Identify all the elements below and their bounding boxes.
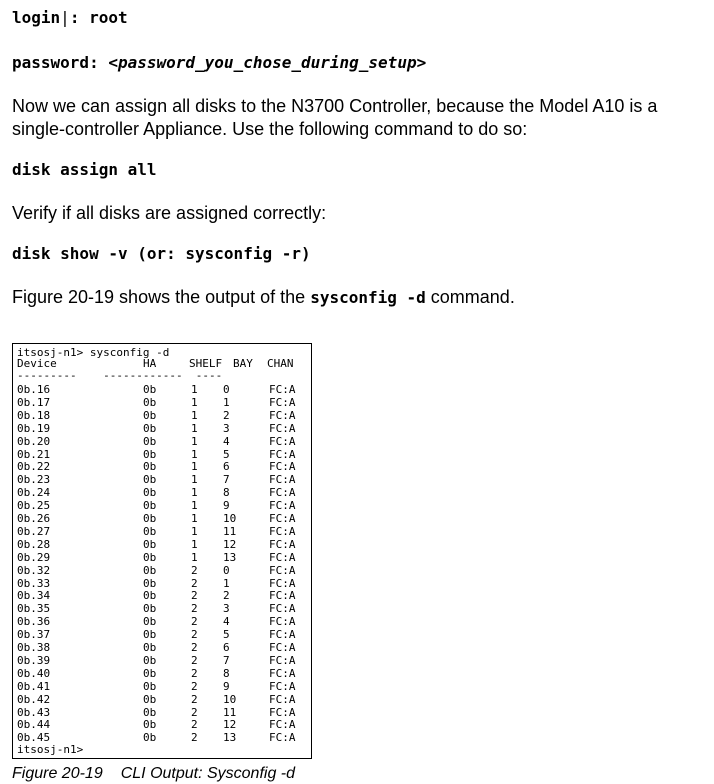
cell-ha: 0b (143, 512, 157, 525)
cell-ha: 0b (143, 537, 157, 551)
device-row (13, 629, 309, 642)
cell-shelf: 1 (191, 434, 198, 448)
cell-bay: 13 (223, 550, 237, 564)
caption-number: Figure 20-19 (12, 765, 103, 782)
device-row (13, 487, 309, 500)
cell-shelf: 1 (191, 395, 198, 409)
cell-device: 0b.26 (17, 512, 51, 525)
cell-chan: FC:A (269, 641, 296, 654)
cell-device: 0b.20 (17, 434, 51, 448)
cell-chan: FC:A (269, 512, 296, 525)
cell-device: 0b.43 (17, 705, 51, 719)
cell-chan: FC:A (269, 383, 296, 396)
cell-bay: 12 (223, 537, 237, 551)
cell-shelf: 1 (191, 460, 198, 474)
device-row (13, 681, 309, 694)
cell-ha: 0b (143, 447, 157, 461)
cell-chan: FC:A (269, 486, 296, 500)
cell-bay: 11 (223, 524, 237, 538)
caption-title: CLI Output: Sysconfig -d (120, 765, 296, 782)
cell-chan: FC:A (269, 705, 296, 719)
cell-chan: FC:A (269, 460, 296, 474)
cell-chan: FC:A (269, 666, 296, 680)
device-row (13, 668, 309, 681)
cell-shelf: 1 (191, 408, 198, 422)
cell-device: 0b.41 (17, 679, 51, 693)
login-line (12, 8, 128, 27)
cell-ha: 0b (143, 692, 157, 706)
cell-ha: 0b (143, 705, 157, 719)
cell-shelf: 1 (191, 447, 198, 461)
device-row (13, 616, 309, 629)
cell-chan: FC:A (269, 679, 296, 693)
cell-ha: 0b (143, 679, 157, 693)
cell-shelf: 1 (191, 537, 198, 551)
cell-chan: FC:A (269, 576, 296, 590)
cell-chan: FC:A (269, 731, 296, 745)
cell-shelf: 2 (191, 679, 198, 693)
cell-chan: FC:A (269, 408, 296, 422)
cell-chan: FC:A (269, 628, 296, 642)
cell-shelf: 1 (191, 486, 198, 500)
cell-chan: FC:A (269, 653, 296, 667)
cell-device: 0b.21 (17, 447, 51, 461)
cell-bay: 9 (223, 679, 230, 693)
cell-bay: 2 (223, 408, 230, 422)
cell-bay: 4 (223, 434, 230, 448)
cell-chan: FC:A (269, 421, 296, 435)
cell-ha: 0b (143, 486, 157, 500)
device-row (13, 410, 309, 423)
paragraph-figure-ref (12, 286, 712, 309)
cell-shelf: 1 (191, 512, 198, 525)
cell-ha: 0b (143, 383, 157, 396)
cell-ha: 0b (143, 602, 157, 616)
cell-bay: 9 (223, 499, 230, 513)
cell-shelf: 2 (191, 705, 198, 719)
cell-device: 0b.34 (17, 589, 51, 603)
cell-device: 0b.36 (17, 615, 51, 629)
device-row (13, 513, 309, 526)
cell-ha: 0b (143, 718, 157, 732)
cell-device: 0b.32 (17, 563, 51, 577)
paragraph-assign-disks: Now we can assign all disks to the N3700 Controller, because the Model A10 is a single-controller Appliance. Use the following command to do so: (12, 96, 658, 139)
cell-chan: FC:A (269, 589, 296, 603)
cell-device: 0b.40 (17, 666, 51, 680)
device-row (13, 694, 309, 707)
cell-device: 0b.38 (17, 641, 51, 654)
header-chan: CHAN (267, 357, 294, 370)
device-row (13, 642, 309, 655)
cell-shelf: 2 (191, 653, 198, 667)
cell-ha: 0b (143, 473, 157, 487)
cell-ha: 0b (143, 653, 157, 667)
cell-device: 0b.28 (17, 537, 51, 551)
cell-shelf: 2 (191, 628, 198, 642)
cell-chan: FC:A (269, 537, 296, 551)
cell-shelf: 2 (191, 589, 198, 603)
cell-device: 0b.23 (17, 473, 51, 487)
cell-ha: 0b (143, 395, 157, 409)
figure-caption (12, 765, 313, 783)
cell-shelf: 1 (191, 550, 198, 564)
cell-bay: 10 (223, 692, 237, 706)
cell-device: 0b.35 (17, 602, 51, 616)
cell-device: 0b.16 (17, 383, 51, 396)
cell-bay: 1 (223, 395, 230, 409)
device-row (13, 449, 309, 462)
cell-ha: 0b (143, 550, 157, 564)
device-row (13, 539, 309, 552)
cell-chan: FC:A (269, 602, 296, 616)
cell-ha: 0b (143, 731, 157, 745)
cell-bay: 1 (223, 576, 230, 590)
terminal-separator: --------- ------------ ---- (17, 369, 223, 382)
cell-bay: 6 (223, 460, 230, 474)
cell-shelf: 1 (191, 473, 198, 487)
cell-ha: 0b (143, 666, 157, 680)
cell-shelf: 2 (191, 666, 198, 680)
device-row (13, 526, 309, 539)
device-row (13, 719, 309, 732)
cell-shelf: 2 (191, 602, 198, 616)
cell-device: 0b.27 (17, 524, 51, 538)
para-text-after: command. (425, 287, 515, 307)
cell-bay: 4 (223, 615, 230, 629)
para-text-before: Figure 20-19 shows the output of the (12, 287, 311, 307)
header-ha: HA (143, 357, 157, 370)
cell-bay: 10 (223, 512, 237, 525)
password-placeholder: <password_you_chose_during_setup> (108, 53, 427, 72)
device-row (13, 436, 309, 449)
terminal-output-screenshot (12, 343, 312, 759)
cell-bay: 0 (223, 383, 230, 396)
cell-ha: 0b (143, 641, 157, 654)
device-row (13, 461, 309, 474)
cell-bay: 12 (223, 718, 237, 732)
header-device: Device (17, 357, 57, 370)
cell-chan: FC:A (269, 615, 296, 629)
cell-ha: 0b (143, 434, 157, 448)
terminal-prompt-command: itsosj-n1> sysconfig -d (17, 346, 170, 359)
cell-bay: 11 (223, 705, 237, 719)
device-row (13, 384, 309, 397)
cell-bay: 5 (223, 447, 230, 461)
cell-device: 0b.45 (17, 731, 51, 745)
login-label: login (12, 8, 61, 27)
cell-ha: 0b (143, 499, 157, 513)
cell-bay: 5 (223, 628, 230, 642)
cell-device: 0b.29 (17, 550, 51, 564)
cell-device: 0b.25 (17, 499, 51, 513)
cell-ha: 0b (143, 460, 157, 474)
device-row (13, 578, 309, 591)
device-row (13, 474, 309, 487)
command-disk-show: disk show -v (or: sysconfig -r) (12, 244, 311, 263)
device-row (13, 565, 309, 578)
header-bay: BAY (233, 357, 253, 370)
cell-ha: 0b (143, 524, 157, 538)
cell-chan: FC:A (269, 447, 296, 461)
cell-chan: FC:A (269, 563, 296, 577)
cell-ha: 0b (143, 615, 157, 629)
cell-bay: 8 (223, 666, 230, 680)
cell-device: 0b.39 (17, 653, 51, 667)
cell-shelf: 2 (191, 563, 198, 577)
cell-bay: 7 (223, 653, 230, 667)
cell-device: 0b.44 (17, 718, 51, 732)
device-row (13, 397, 309, 410)
cell-bay: 2 (223, 589, 230, 603)
device-row (13, 707, 309, 720)
cell-device: 0b.19 (17, 421, 51, 435)
command-disk-assign: disk assign all (12, 160, 157, 179)
paragraph-verify: Verify if all disks are assigned correctly: (12, 203, 327, 223)
cell-shelf: 1 (191, 499, 198, 513)
terminal-end-prompt: itsosj-n1> (17, 743, 84, 756)
cell-ha: 0b (143, 628, 157, 642)
cell-device: 0b.18 (17, 408, 51, 422)
header-shelf: SHELF (189, 357, 223, 370)
cell-shelf: 1 (191, 421, 198, 435)
device-row (13, 590, 309, 603)
device-row (13, 423, 309, 436)
cell-ha: 0b (143, 576, 157, 590)
cell-bay: 13 (223, 731, 237, 745)
device-row (13, 655, 309, 668)
device-row (13, 603, 309, 616)
cell-device: 0b.17 (17, 395, 51, 409)
cell-bay: 7 (223, 473, 230, 487)
cell-shelf: 2 (191, 615, 198, 629)
cell-shelf: 2 (191, 692, 198, 706)
cell-bay: 8 (223, 486, 230, 500)
cell-ha: 0b (143, 421, 157, 435)
cell-bay: 3 (223, 421, 230, 435)
cell-chan: FC:A (269, 550, 296, 564)
cell-chan: FC:A (269, 434, 296, 448)
cell-bay: 0 (223, 563, 230, 577)
cell-device: 0b.24 (17, 486, 51, 500)
cell-ha: 0b (143, 408, 157, 422)
cell-ha: 0b (143, 589, 157, 603)
cell-shelf: 2 (191, 641, 198, 654)
password-label: password: (12, 53, 109, 72)
cell-chan: FC:A (269, 718, 296, 732)
cell-chan: FC:A (269, 692, 296, 706)
cell-bay: 3 (223, 602, 230, 616)
cell-shelf: 1 (191, 524, 198, 538)
cell-bay: 6 (223, 641, 230, 654)
cell-device: 0b.33 (17, 576, 51, 590)
cell-device: 0b.37 (17, 628, 51, 642)
cell-device: 0b.22 (17, 460, 51, 474)
cell-shelf: 2 (191, 718, 198, 732)
cell-chan: FC:A (269, 524, 296, 538)
text-cursor: | (60, 8, 70, 27)
device-row (13, 552, 309, 565)
password-line (12, 53, 426, 72)
login-value: : root (69, 8, 128, 27)
cell-chan: FC:A (269, 473, 296, 487)
cell-shelf: 2 (191, 576, 198, 590)
cell-ha: 0b (143, 563, 157, 577)
cell-device: 0b.42 (17, 692, 51, 706)
cell-chan: FC:A (269, 499, 296, 513)
cell-chan: FC:A (269, 395, 296, 409)
cell-shelf: 2 (191, 731, 198, 745)
cell-shelf: 1 (191, 383, 198, 396)
inline-code: sysconfig -d (310, 288, 426, 307)
device-row (13, 500, 309, 513)
